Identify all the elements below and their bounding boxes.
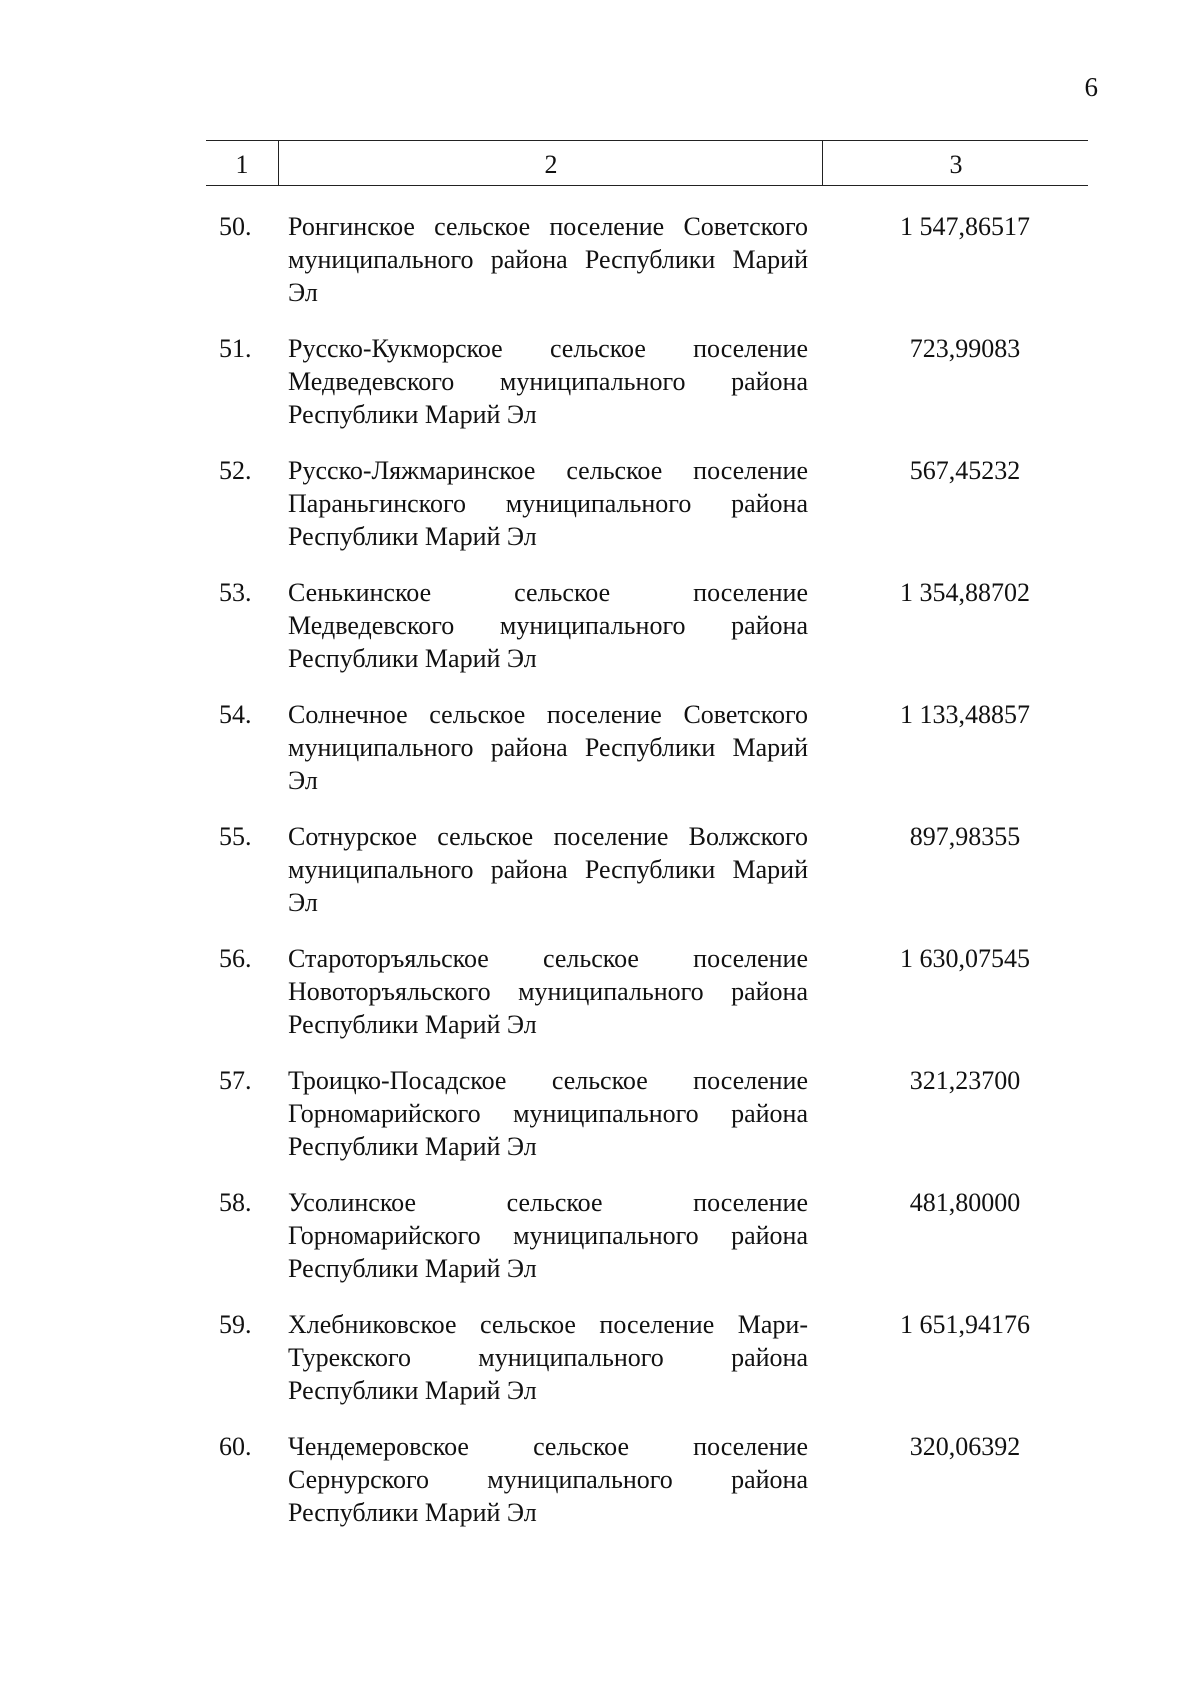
table-row [0, 942, 1200, 1052]
row-value: 1 651,94176 [900, 1310, 1030, 1339]
row-description: Усолинское сельское поселение Горномарийского муниципального района Республики Марий Эл [288, 1188, 808, 1283]
row-description: Сотнурское сельское поселение Волжского муниципального района Республики Марий Эл [288, 822, 808, 917]
row-description: Староторъяльское сельское поселение Новоторъяльского муниципального района Республики Марий Эл [288, 944, 808, 1039]
table-row [0, 820, 1200, 930]
table-row [0, 454, 1200, 564]
header-col-3: 3 [822, 141, 1089, 185]
row-description: Русско-Кукморское сельское поселение Медведевского муниципального района Республики Марий Эл [288, 334, 808, 429]
row-value: 320,06392 [909, 1432, 1021, 1461]
table-row [0, 1430, 1200, 1540]
row-description: Солнечное сельское поселение Советского муниципального района Республики Марий Эл [288, 700, 808, 795]
table-row [0, 1064, 1200, 1174]
page-number: 6 [1084, 72, 1098, 102]
row-number: 60. [219, 1432, 252, 1461]
table-row [0, 1308, 1200, 1418]
row-number: 52. [219, 456, 252, 485]
row-number: 51. [219, 334, 252, 363]
table-row [0, 210, 1200, 320]
row-number: 53. [219, 578, 252, 607]
table-row [0, 1186, 1200, 1296]
table-header [206, 140, 1088, 186]
row-value: 321,23700 [909, 1066, 1021, 1095]
row-number: 57. [219, 1066, 252, 1095]
row-description: Ронгинское сельское поселение Советского муниципального района Республики Марий Эл [288, 212, 808, 307]
row-value: 567,45232 [909, 456, 1021, 485]
header-col-2: 2 [278, 141, 823, 185]
row-value: 723,99083 [909, 334, 1021, 363]
row-value: 1 354,88702 [900, 578, 1030, 607]
table-row [0, 576, 1200, 686]
row-description: Хлебниковское сельское поселение Мари-Турекского муниципального района Республики Марий Эл [288, 1310, 808, 1405]
row-value: 897,98355 [909, 822, 1021, 851]
row-description: Троицко-Посадское сельское поселение Горномарийского муниципального района Республики Марий Эл [288, 1066, 808, 1161]
row-description: Чендемеровское сельское поселение Сернурского муниципального района Республики Марий Эл [288, 1432, 808, 1527]
row-number: 56. [219, 944, 252, 973]
table-row [0, 332, 1200, 442]
row-value: 481,80000 [909, 1188, 1021, 1217]
row-number: 59. [219, 1310, 252, 1339]
row-description: Сенькинское сельское поселение Медведевского муниципального района Республики Марий Эл [288, 578, 808, 673]
row-description: Русско-Ляжмаринское сельское поселение Параньгинского муниципального района Республики Марий Эл [288, 456, 808, 551]
row-number: 58. [219, 1188, 252, 1217]
row-number: 55. [219, 822, 252, 851]
row-number: 50. [219, 212, 252, 241]
row-value: 1 133,48857 [900, 700, 1030, 729]
row-value: 1 547,86517 [900, 212, 1030, 241]
header-col-1: 1 [235, 150, 249, 179]
row-value: 1 630,07545 [900, 944, 1030, 973]
row-number: 54. [219, 700, 252, 729]
table-row [0, 698, 1200, 808]
